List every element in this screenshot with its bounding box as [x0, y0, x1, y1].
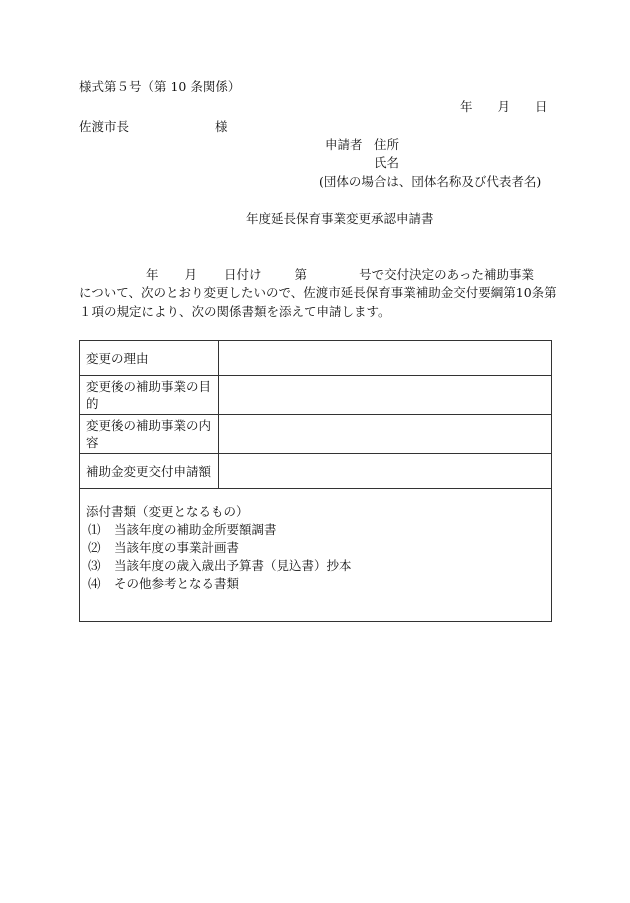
attachment-item — [86, 539, 545, 556]
attachment-number: ⑴ — [88, 522, 101, 537]
row-label-purpose: 変更後の補助事業の目的 — [80, 376, 219, 415]
attachment-text: 当該年度の補助金所要額調書 — [114, 522, 277, 537]
date-day: 日 — [535, 99, 548, 114]
document-title: 年度延長保育事業変更承認申請書 — [246, 211, 434, 226]
attachment-item — [86, 575, 545, 592]
attachment-text: 当該年度の歳入歳出予算書（見込書）抄本 — [114, 558, 352, 573]
row-label-content: 変更後の補助事業の内容 — [80, 415, 219, 454]
applicant-address-label: 住所 — [374, 137, 400, 152]
row-value-amount[interactable] — [219, 454, 552, 489]
date-month: 月 — [497, 99, 511, 114]
row-value-reason[interactable] — [219, 341, 552, 376]
date-line — [460, 101, 548, 114]
table-row — [80, 415, 552, 454]
form-number: 様式第５号（第 10 条関係） — [79, 79, 241, 94]
row-value-content[interactable] — [219, 415, 552, 454]
body-dai: 第 — [294, 267, 308, 282]
row-value-purpose[interactable] — [219, 376, 552, 415]
attachment-text: 当該年度の事業計画書 — [114, 540, 240, 555]
row-label-reason: 変更の理由 — [80, 341, 219, 376]
row-label-amount: 補助金変更交付申請額 — [80, 454, 219, 489]
table-row — [80, 454, 552, 489]
date-year: 年 — [460, 99, 473, 114]
attachment-number: ⑵ — [88, 540, 101, 555]
body-month: 月 — [184, 267, 198, 282]
application-table — [79, 340, 552, 622]
applicant-name-label: 氏名 — [374, 155, 400, 170]
attachment-item — [86, 521, 545, 538]
table-row-attachments — [80, 489, 552, 622]
addressee-name: 佐渡市長 — [79, 119, 130, 134]
applicant-group-note: (団体の場合は、団体名称及び代表者名) — [319, 174, 542, 189]
addressee-honorific: 様 — [215, 119, 228, 134]
attachment-item — [86, 557, 545, 574]
addressee — [79, 119, 228, 134]
body-year: 年 — [146, 267, 159, 282]
applicant-label: 申請者 — [325, 137, 363, 152]
attachments-title: 添付書類（変更となるもの） — [86, 504, 249, 519]
attachment-number: ⑶ — [88, 558, 101, 573]
body-line-1 — [146, 269, 534, 282]
body-day-attached: 日付け — [224, 267, 262, 282]
body-go-text: 号で交付決定のあった補助事業 — [359, 267, 534, 282]
body-line-3: １項の規定により、次の関係書類を添えて申請します。 — [79, 304, 391, 319]
table-row — [80, 376, 552, 415]
attachments-cell — [80, 489, 552, 622]
body-line-2: について、次のとおり変更したいので、佐渡市延長保育事業補助金交付要綱第10条第 — [79, 285, 557, 300]
table-row — [80, 341, 552, 376]
attachment-text: その他参考となる書類 — [114, 576, 240, 591]
attachment-number: ⑷ — [88, 576, 101, 591]
